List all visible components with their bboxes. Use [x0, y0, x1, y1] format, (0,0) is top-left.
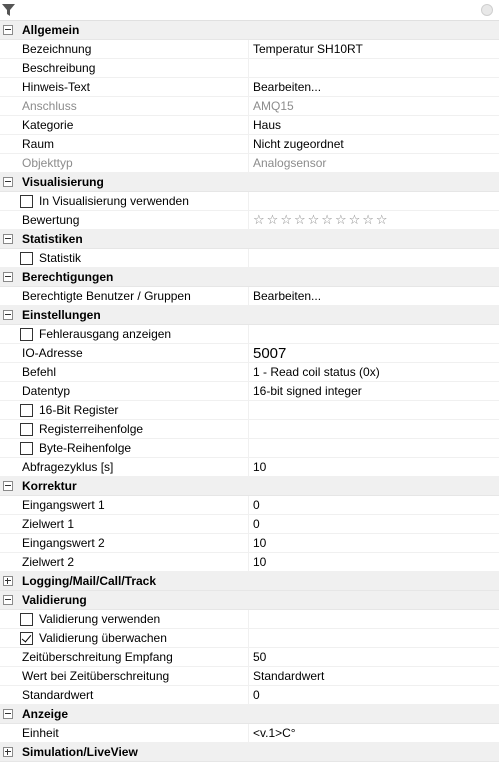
checkbox[interactable]: [20, 252, 33, 265]
property-label: Fehlerausgang anzeigen: [39, 327, 172, 341]
checkbox-checked[interactable]: [20, 632, 33, 645]
property-eingangswert-2[interactable]: [0, 534, 499, 553]
property-label: Objekttyp: [22, 156, 73, 170]
collapse-icon[interactable]: [3, 272, 13, 282]
property-abfragezyklus[interactable]: [0, 458, 499, 477]
star-icon[interactable]: ☆: [348, 212, 361, 227]
property-value[interactable]: [248, 59, 499, 77]
property-value[interactable]: Haus: [248, 116, 499, 134]
property-label: Einheit: [22, 726, 59, 740]
category-label: Simulation/LiveView: [22, 745, 138, 759]
collapse-icon[interactable]: [3, 310, 13, 320]
collapse-icon[interactable]: [3, 481, 13, 491]
property-value: Analogsensor: [248, 154, 499, 172]
property-value[interactable]: Standardwert: [248, 667, 499, 685]
category-label: Logging/Mail/Call/Track: [22, 574, 157, 588]
property-value[interactable]: 10: [248, 534, 499, 552]
property-label: Eingangswert 2: [22, 536, 105, 550]
category-simulation[interactable]: [0, 743, 499, 762]
property-value[interactable]: 0: [248, 515, 499, 533]
property-16bit-register[interactable]: [0, 401, 499, 420]
collapse-icon[interactable]: [3, 177, 13, 187]
property-label: Zeitüberschreitung Empfang: [22, 650, 173, 664]
property-value[interactable]: Bearbeiten...: [248, 287, 499, 305]
property-value[interactable]: 0: [248, 686, 499, 704]
property-value[interactable]: Bearbeiten...: [248, 78, 499, 96]
category-anzeige[interactable]: [0, 705, 499, 724]
property-label: Anschluss: [22, 99, 77, 113]
checkbox[interactable]: [20, 328, 33, 341]
star-icon[interactable]: ☆: [321, 212, 333, 227]
property-standardwert[interactable]: [0, 686, 499, 705]
property-byte-reihenfolge[interactable]: [0, 439, 499, 458]
property-label: Abfragezyklus [s]: [22, 460, 114, 474]
property-value: [248, 420, 499, 438]
category-label: Statistiken: [22, 232, 83, 246]
property-value[interactable]: Nicht zugeordnet: [248, 135, 499, 153]
filter-icon[interactable]: [2, 3, 16, 17]
property-value: [248, 249, 499, 267]
property-label: Validierung verwenden: [39, 612, 161, 626]
checkbox[interactable]: [20, 442, 33, 455]
property-label: Datentyp: [22, 384, 71, 398]
property-label: Eingangswert 1: [22, 498, 105, 512]
property-label: Bezeichnung: [22, 42, 92, 56]
property-value: [248, 610, 499, 628]
property-label: Registerreihenfolge: [39, 422, 144, 436]
property-kategorie[interactable]: [0, 116, 499, 135]
property-label: Befehl: [22, 365, 57, 379]
star-icon[interactable]: ☆: [293, 212, 306, 227]
property-objekttyp: [0, 154, 499, 173]
property-zeitueberschreitung-empfang[interactable]: [0, 648, 499, 667]
property-label: Hinweis-Text: [22, 80, 91, 94]
property-value: AMQ15: [248, 97, 499, 115]
property-berechtigte-benutzer[interactable]: [0, 287, 499, 306]
expand-icon[interactable]: [3, 747, 13, 757]
star-icon[interactable]: ☆: [280, 212, 292, 227]
star-icon[interactable]: ☆: [334, 212, 347, 227]
category-korrektur[interactable]: [0, 477, 499, 496]
category-validierung[interactable]: [0, 591, 499, 610]
property-validierung-ueberwachen[interactable]: [0, 629, 499, 648]
property-label: Wert bei Zeitüberschreitung: [22, 669, 170, 683]
property-label: Zielwert 1: [22, 517, 75, 531]
collapse-icon[interactable]: [3, 25, 13, 35]
star-icon[interactable]: ☆: [362, 212, 374, 227]
property-value: [248, 401, 499, 419]
property-label: IO-Adresse: [22, 346, 83, 360]
property-bewertung[interactable]: [0, 211, 499, 230]
property-fehlerausgang[interactable]: [0, 325, 499, 344]
property-label: Zielwert 2: [22, 555, 75, 569]
category-label: Berechtigungen: [22, 270, 114, 284]
property-value: [248, 325, 499, 343]
property-bezeichnung[interactable]: [0, 40, 499, 59]
property-value: [248, 192, 499, 210]
checkbox[interactable]: [20, 423, 33, 436]
star-icon[interactable]: ☆: [266, 212, 279, 227]
property-value: [248, 629, 499, 647]
category-label: Anzeige: [22, 707, 69, 721]
property-label: In Visualisierung verwenden: [39, 194, 189, 208]
property-value[interactable]: 16-bit signed integer: [248, 382, 499, 400]
property-grid: [0, 21, 499, 762]
property-value[interactable]: Temperatur SH10RT: [248, 40, 499, 58]
category-logging[interactable]: [0, 572, 499, 591]
property-zielwert-2[interactable]: [0, 553, 499, 572]
checkbox[interactable]: [20, 613, 33, 626]
collapse-icon[interactable]: [3, 595, 13, 605]
category-berechtigungen[interactable]: [0, 268, 499, 287]
property-value[interactable]: 10: [248, 553, 499, 571]
property-label: Validierung überwachen: [39, 631, 167, 645]
property-raum[interactable]: [0, 135, 499, 154]
property-befehl[interactable]: [0, 363, 499, 382]
checkbox[interactable]: [20, 404, 33, 417]
category-label: Allgemein: [22, 23, 80, 37]
property-validierung-verwenden[interactable]: [0, 610, 499, 629]
rating-stars[interactable]: [253, 212, 388, 228]
property-label: Berechtigte Benutzer / Gruppen: [22, 289, 191, 303]
property-label: 16-Bit Register: [39, 403, 119, 417]
property-label: Byte-Reihenfolge: [39, 441, 132, 455]
property-einheit[interactable]: [0, 724, 499, 743]
property-eingangswert-1[interactable]: [0, 496, 499, 515]
category-allgemein[interactable]: [0, 21, 499, 40]
category-label: Korrektur: [22, 479, 77, 493]
property-value[interactable]: 0: [248, 496, 499, 514]
property-toolbar: [0, 0, 499, 21]
category-einstellungen[interactable]: [0, 306, 499, 325]
property-label: Standardwert: [22, 688, 94, 702]
property-label: Kategorie: [22, 118, 74, 132]
property-in-visualisierung[interactable]: [0, 192, 499, 211]
star-icon[interactable]: ☆: [307, 212, 320, 227]
property-value[interactable]: <v.1>C°: [248, 724, 499, 742]
category-label: Einstellungen: [22, 308, 101, 322]
category-statistiken[interactable]: [0, 230, 499, 249]
expand-icon[interactable]: [3, 576, 13, 586]
property-registerreihenfolge[interactable]: [0, 420, 499, 439]
category-label: Visualisierung: [22, 175, 104, 189]
property-wert-bei-zeitueberschreitung[interactable]: [0, 667, 499, 686]
property-label: Raum: [22, 137, 55, 151]
property-label: Bewertung: [22, 213, 80, 227]
property-hinweis-text[interactable]: [0, 78, 499, 97]
property-beschreibung[interactable]: [0, 59, 499, 78]
property-io-adresse[interactable]: [0, 344, 499, 363]
property-statistik[interactable]: [0, 249, 499, 268]
property-value: [248, 439, 499, 457]
property-value[interactable]: 5007: [248, 344, 499, 362]
category-visualisierung[interactable]: [0, 173, 499, 192]
property-value[interactable]: 10: [248, 458, 499, 476]
property-value[interactable]: 1 - Read coil status (0x): [248, 363, 499, 381]
star-icon[interactable]: ☆: [253, 212, 265, 227]
collapse-icon[interactable]: [3, 709, 13, 719]
property-datentyp[interactable]: [0, 382, 499, 401]
property-zielwert-1[interactable]: [0, 515, 499, 534]
clear-search-icon[interactable]: [481, 4, 493, 16]
category-label: Validierung: [22, 593, 87, 607]
star-icon[interactable]: ☆: [375, 212, 388, 227]
property-label: Statistik: [39, 251, 82, 265]
property-value[interactable]: [248, 211, 499, 229]
property-anschluss: [0, 97, 499, 116]
collapse-icon[interactable]: [3, 234, 13, 244]
property-value[interactable]: 50: [248, 648, 499, 666]
checkbox[interactable]: [20, 195, 33, 208]
property-label: Beschreibung: [22, 61, 96, 75]
